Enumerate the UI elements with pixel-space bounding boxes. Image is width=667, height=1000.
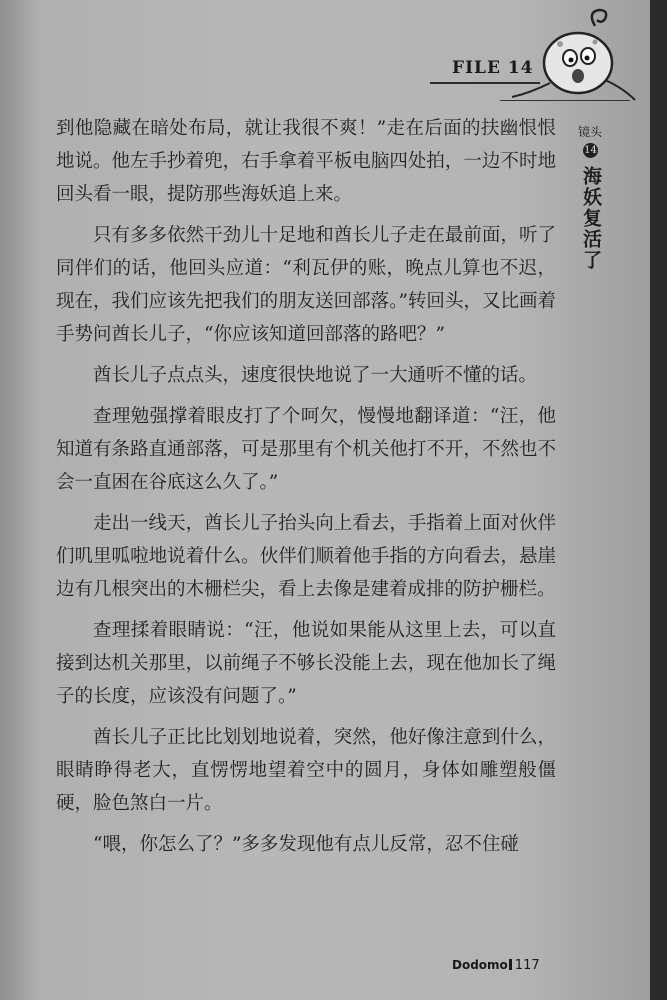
footer-bar: [509, 959, 512, 970]
header-rule-secondary: [500, 100, 630, 101]
header-rule: [430, 82, 540, 84]
paragraph: “喂，你怎么了？”多多发现他有点儿反常，忍不住碰: [93, 834, 519, 855]
chapter-title-vertical: 海妖复活了: [580, 166, 602, 271]
paragraph: 只有多多依然干劲儿十足地和酋长儿子走在最前面，听了同伴们的话，他回头应道：“利瓦伊的账，晚点儿算也不迟，现在，我们应该先把我们的朋友送回部落。”转回头，又比画着手势问酋长儿子，“你应该知道回部落的路吧？”: [56, 225, 556, 345]
chapter-file-label: FILE 14: [452, 58, 534, 78]
paragraph: 查理勉强撑着眼皮打了个呵欠，慢慢地翻译道：“汪，他知道有条路直通部落，可是那里有个机关他打不开，不然也不会一直困在谷底这么久了。”: [56, 406, 556, 493]
chapter-number-badge: 14: [584, 145, 597, 156]
paragraph: 走出一线天，酋长儿子抬头向上看去，手指着上面对伙伴们叽里呱啦地说着什么。伙伴们顺着他手指的方向看去，悬崖边有几根突出的木栅栏尖，看上去像是建着成排的防护栅栏。: [56, 513, 556, 600]
side-label: 镜头: [578, 125, 603, 139]
paragraph: 酋长儿子正比比划划地说着，突然，他好像注意到什么，眼睛睁得老大，直愣愣地望着空中的圆月，身体如雕塑般僵硬，脸色煞白一片。: [56, 727, 556, 814]
page-footer: [452, 958, 540, 973]
body-text: [56, 112, 556, 869]
paragraph: 查理揉着眼睛说：“汪，他说如果能从这里上去，可以直接到达机关那里，以前绳子不够长没能上去，现在他加长了绳子的长度，应该没有问题了。”: [56, 620, 556, 707]
paragraph: 酋长儿子点点头，速度很快地说了一大通听不懂的话。: [93, 365, 538, 386]
footer-brand: Dodomo: [452, 958, 508, 972]
paragraph: 到他隐藏在暗处布局，就让我很不爽！”走在后面的扶幽恨恨地说。他左手抄着兜，右手拿着平板电脑四处拍，一边不时地回头看一眼，提防那些海妖追上来。: [56, 118, 556, 205]
page-number: 117: [514, 958, 540, 973]
